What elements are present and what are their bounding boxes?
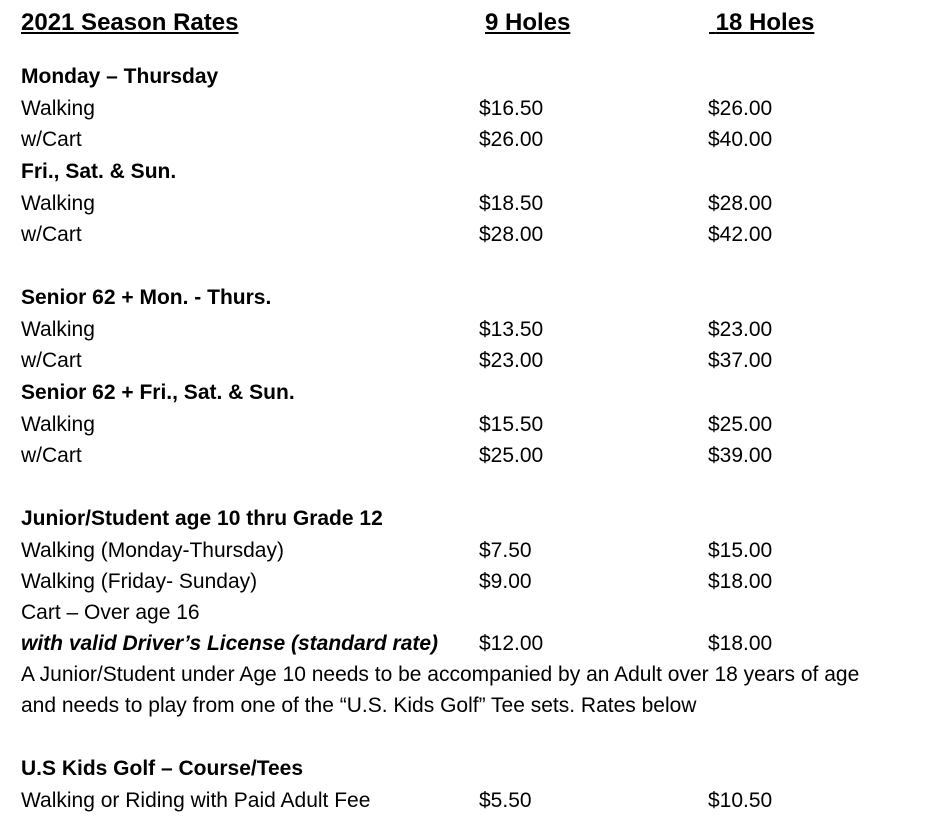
section-heading-weekday: Monday – Thursday <box>21 65 219 88</box>
rate-18-holes: $40.00 <box>708 128 773 151</box>
rate-row <box>21 93 773 124</box>
column-header-18-holes: 18 Holes <box>715 9 815 36</box>
column-header-9-holes: 9 Holes <box>485 9 571 36</box>
section-heading-senior-weekday: Senior 62 + Mon. - Thurs. <box>21 286 272 309</box>
rate-row <box>21 314 773 345</box>
rate-18-holes: $18.00 <box>708 570 773 593</box>
rate-18-holes: $37.00 <box>708 349 773 372</box>
page-title: 2021 Season Rates <box>21 9 239 36</box>
rate-row <box>21 188 773 219</box>
rate-label: w/Cart <box>21 128 82 151</box>
rate-9-holes: $23.00 <box>479 349 544 372</box>
section-heading-weekend: Fri., Sat. & Sun. <box>21 160 177 183</box>
rate-label: Walking (Friday- Sunday) <box>21 570 258 593</box>
rate-label: w/Cart <box>21 223 82 246</box>
rate-9-holes: $13.50 <box>479 318 544 341</box>
rate-9-holes: $16.50 <box>479 97 544 120</box>
rate-9-holes: $12.00 <box>479 632 544 655</box>
rate-row <box>21 124 773 155</box>
junior-note-line: A Junior/Student under Age 10 needs to be accompanied by an Adult over 18 years of age <box>21 663 860 686</box>
rate-9-holes: $26.00 <box>479 128 544 151</box>
rate-row <box>21 785 773 816</box>
rate-18-holes: $39.00 <box>708 444 773 467</box>
rate-9-holes: $25.00 <box>479 444 544 467</box>
rate-label: Walking (Monday-Thursday) <box>21 539 284 562</box>
rate-label: Walking <box>21 413 95 436</box>
cart-age-note: Cart – Over age 16 <box>21 601 200 624</box>
rate-9-holes: $28.00 <box>479 223 544 246</box>
rate-row <box>21 409 773 440</box>
rate-label: Walking <box>21 97 95 120</box>
rate-18-holes: $26.00 <box>708 97 773 120</box>
rate-9-holes: $7.50 <box>479 539 532 562</box>
rate-18-holes: $25.00 <box>708 413 773 436</box>
rate-row <box>21 535 773 566</box>
rate-label: with valid Driver’s License (standard rate) <box>21 632 439 655</box>
rate-label: Walking <box>21 192 95 215</box>
rate-9-holes: $15.50 <box>479 413 544 436</box>
section-heading-senior-weekend: Senior 62 + Fri., Sat. & Sun. <box>21 381 295 404</box>
rate-row <box>21 628 773 659</box>
rate-row <box>21 440 773 471</box>
rate-row <box>21 219 773 250</box>
rate-label: Walking or Riding with Paid Adult Fee <box>21 789 371 812</box>
rate-label: Walking <box>21 318 95 341</box>
rate-label: w/Cart <box>21 444 82 467</box>
rate-18-holes: $23.00 <box>708 318 773 341</box>
rate-9-holes: $5.50 <box>479 789 532 812</box>
rate-18-holes: $28.00 <box>708 192 773 215</box>
rate-row <box>21 566 773 597</box>
rate-9-holes: $9.00 <box>479 570 532 593</box>
section-heading-junior: Junior/Student age 10 thru Grade 12 <box>21 507 383 530</box>
section-heading-kids-golf: U.S Kids Golf – Course/Tees <box>21 757 304 780</box>
rate-row <box>21 345 773 376</box>
rate-9-holes: $18.50 <box>479 192 544 215</box>
rate-18-holes: $42.00 <box>708 223 773 246</box>
rate-18-holes: $15.00 <box>708 539 773 562</box>
rate-label: w/Cart <box>21 349 82 372</box>
junior-note-line: and needs to play from one of the “U.S. Kids Golf” Tee sets. Rates below <box>21 694 697 717</box>
rate-18-holes: $18.00 <box>708 632 773 655</box>
rate-18-holes: $10.50 <box>708 789 773 812</box>
